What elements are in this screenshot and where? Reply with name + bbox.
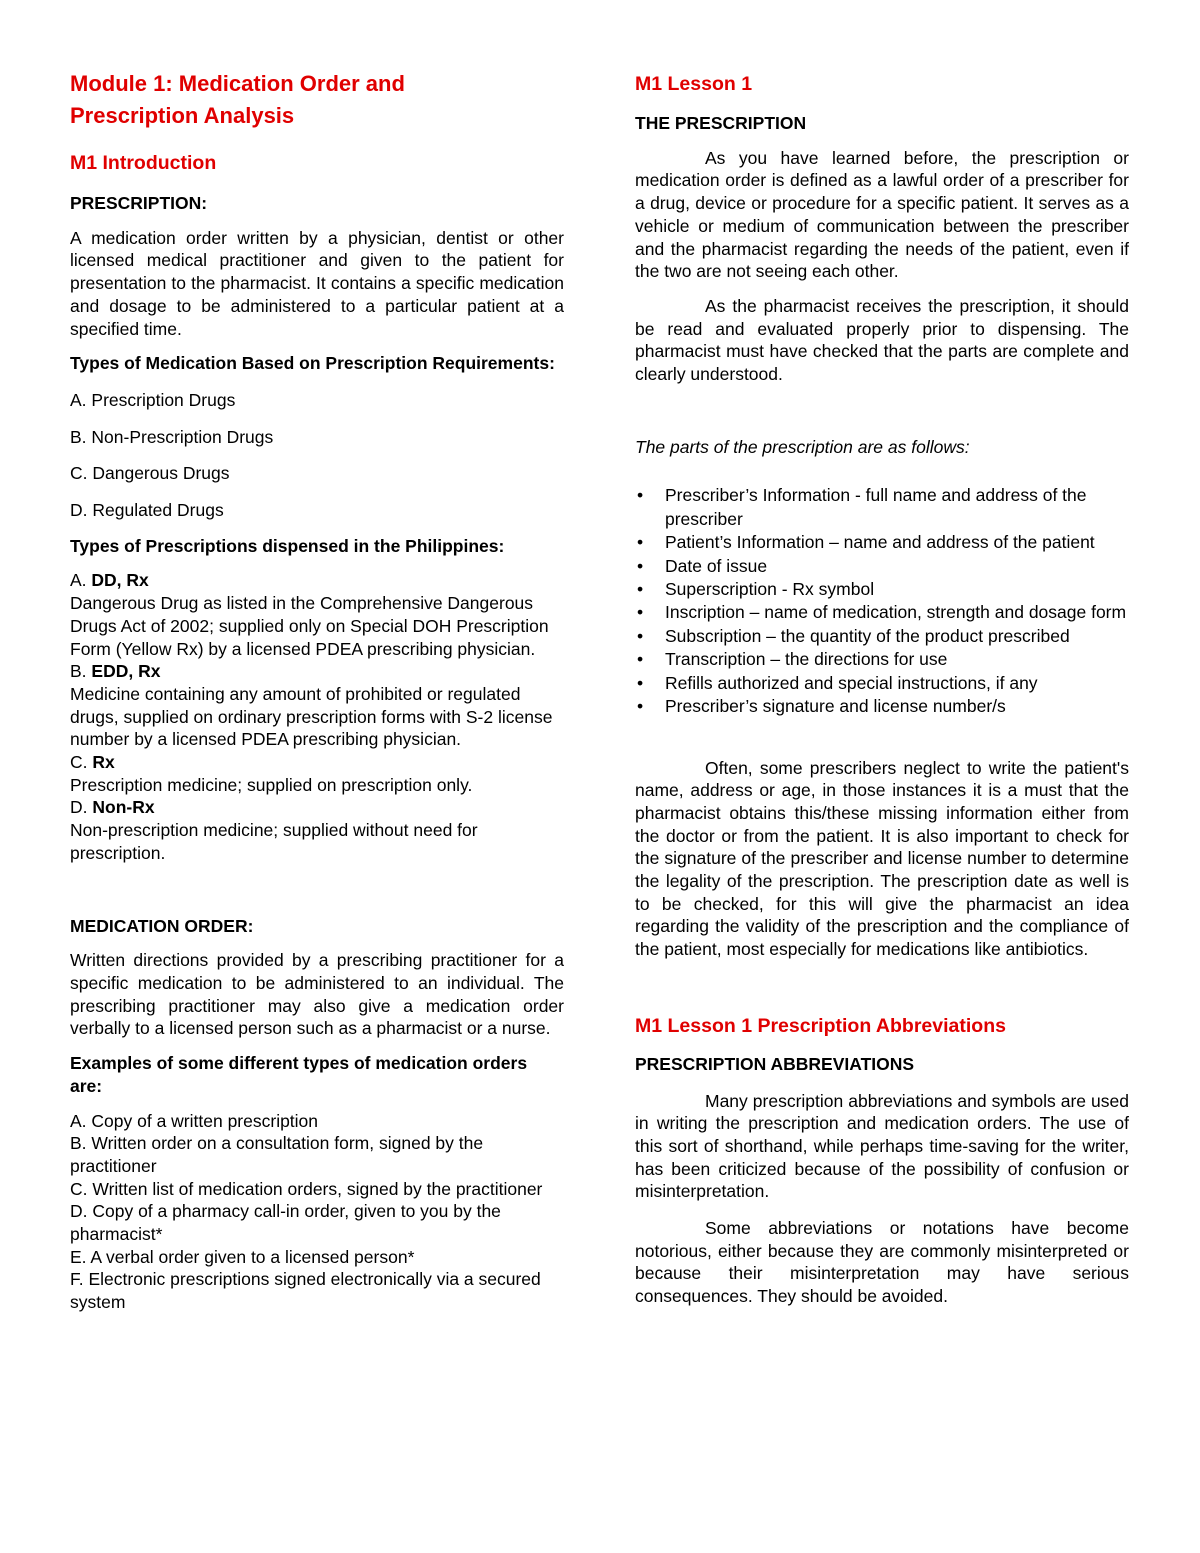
rx-type-letter: A.: [70, 570, 92, 591]
abbreviations-paragraph-2: Some abbreviations or notations have become notorious, either because they are commonly misinterpreted or because their misinterpretation may have serious consequences. They should be avoided.: [635, 1218, 1129, 1307]
medication-order-heading: MEDICATION ORDER:: [70, 915, 254, 936]
prescription-definition: A medication order written by a physician, dentist or other licensed medical practitioner and given to the patient for presentation to the pharmacist. It contains a specific medication and dosage to be administered to a particular patient at a specified time.: [70, 227, 564, 339]
medication-order-definition: Written directions provided by a prescribing practitioner for a specific medication to be administered to an individual. The prescribing practitioner may also give a medication order verbally to a licensed person such as a pharmacist or a nurse.: [70, 950, 564, 1039]
rx-type-title: [70, 751, 564, 774]
example-item: A. Copy of a written prescription: [70, 1110, 319, 1131]
list-item-text: Patient’s Information – name and address of the patient: [665, 532, 1095, 553]
example-item: C. Written list of medication orders, signed by the practitioner: [70, 1178, 543, 1199]
list-item-text: Refills authorized and special instructions, if any: [665, 672, 1038, 693]
parts-intro: The parts of the prescription are as follows:: [635, 436, 970, 457]
intro-heading: M1 Introduction: [70, 152, 217, 174]
med-type-c: C. Dangerous Drugs: [70, 463, 230, 484]
list-item: [635, 555, 1129, 578]
bullet-icon: •: [637, 579, 644, 600]
types-of-prescriptions-heading: Types of Prescriptions dispensed in the Philippines:: [70, 535, 505, 556]
list-item: [635, 601, 1129, 624]
example-item: B. Written order on a consultation form, signed by the practitioner: [70, 1133, 484, 1176]
bullet-icon: •: [637, 696, 644, 717]
bullet-icon: •: [637, 649, 644, 670]
lesson-heading: M1 Lesson 1: [635, 73, 753, 95]
list-item-text: Prescriber’s Information - full name and address of the prescriber: [665, 485, 1087, 529]
rx-type-name: Non-Rx: [92, 797, 155, 818]
the-prescription-heading: THE PRESCRIPTION: [635, 113, 807, 133]
prescription-paragraph-2: As the pharmacist receives the prescription, it should be read and evaluated properly prior to dispensing. The pharmacist must have checked that the parts are complete and clearly understood.: [635, 295, 1129, 385]
list-item-text: Inscription – name of medication, strength and dosage form: [665, 602, 1127, 623]
rx-type-letter: B.: [70, 661, 92, 682]
prescription-paragraph-1: As you have learned before, the prescription or medication order is defined as a lawful order of a prescriber for a drug, device or procedure for a specific patient. It serves as a vehicle or medium of communication between the prescriber and the pharmacist regarding the needs of the patient, even if the two are not seeing each other.: [635, 147, 1129, 282]
rx-type-title: [70, 569, 564, 592]
list-item: [635, 531, 1129, 554]
list-item-text: Date of issue: [665, 555, 768, 576]
list-item: [635, 695, 1129, 718]
med-type-b: B. Non-Prescription Drugs: [70, 426, 274, 447]
list-item: [635, 672, 1129, 695]
example-item: D. Copy of a pharmacy call-in order, given to you by the pharmacist*: [70, 1201, 501, 1245]
list-item: [635, 484, 1129, 531]
abbreviations-heading: PRESCRIPTION ABBREVIATIONS: [635, 1053, 915, 1074]
med-type-a: A. Prescription Drugs: [70, 389, 236, 410]
rx-type-description: Dangerous Drug as listed in the Comprehensive Dangerous Drugs Act of 2002; supplied only on Special DOH Prescription Form (Yellow Rx) by a licensed PDEA prescribing physician.: [70, 593, 549, 659]
rx-type-letter: C.: [70, 752, 93, 773]
right-column: [635, 68, 1129, 1308]
rx-type-name: DD, Rx: [91, 570, 149, 591]
abbreviations-paragraph-1: Many prescription abbreviations and symbols are used in writing the prescription and medication orders. The use of this sort of shorthand, while perhaps time-saving for the writer, has been criticized because of the possibility of confusion or misinterpretation.: [635, 1090, 1129, 1202]
med-type-d: D. Regulated Drugs: [70, 500, 224, 521]
list-item: [635, 625, 1129, 648]
list-item-text: Prescriber’s signature and license number/s: [665, 696, 1006, 717]
bullet-icon: •: [637, 485, 644, 506]
examples-heading: Examples of some different types of medication orders are:: [70, 1053, 528, 1096]
rx-type-title: [70, 660, 564, 683]
list-item-text: Subscription – the quantity of the product prescribed: [665, 625, 1070, 646]
prescription-parts-list: [635, 484, 1129, 718]
rx-type-letter: D.: [70, 797, 93, 818]
example-item: F. Electronic prescriptions signed electronically via a secured system: [70, 1269, 541, 1313]
prescription-heading: PRESCRIPTION:: [70, 193, 208, 213]
list-item-text: Transcription – the directions for use: [665, 649, 948, 670]
module-title-line-1: Module 1: Medication Order and: [70, 71, 405, 96]
rx-type-description: Medicine containing any amount of prohibited or regulated drugs, supplied on ordinary prescription forms with S-2 license number by a licensed PDEA prescribing physician.: [70, 683, 553, 750]
rx-type-description: Non-prescription medicine; supplied without need for prescription.: [70, 820, 478, 863]
rx-type-description: Prescription medicine; supplied on prescription only.: [70, 774, 473, 795]
bullet-icon: •: [637, 555, 644, 576]
list-item-text: Superscription - Rx symbol: [665, 579, 875, 600]
rx-type-name: EDD, Rx: [91, 661, 161, 682]
bullet-icon: •: [637, 602, 644, 623]
left-column: [70, 68, 564, 1314]
types-of-medication-heading: Types of Medication Based on Prescription Requirements:: [70, 353, 555, 374]
module-title-line-2: Prescription Analysis: [70, 103, 295, 128]
bullet-icon: •: [637, 532, 644, 553]
examples-list: [70, 1110, 564, 1314]
bullet-icon: •: [637, 672, 644, 693]
rx-type-name: Rx: [92, 752, 115, 773]
example-item: E. A verbal order given to a licensed person*: [70, 1246, 415, 1267]
list-item: [635, 648, 1129, 671]
abbreviations-lesson-heading: M1 Lesson 1 Prescription Abbreviations: [635, 1014, 1006, 1037]
list-item: [635, 578, 1129, 601]
rx-type-title: [70, 796, 564, 819]
prescription-paragraph-3: Often, some prescribers neglect to write the patient's name, address or age, in those instances it is a must that the pharmacist obtains this/these missing information either from the doctor or from the patient. It is also important to check for the signature of the prescriber and license number to determine the legality of the prescription. The prescription date as well is to be checked, for this will give the pharmacist an idea regarding the validity of the prescription and the compliance of the patient, most especially for medications like antibiotics.: [635, 757, 1129, 960]
prescription-types-list: [70, 569, 564, 864]
bullet-icon: •: [637, 625, 644, 646]
